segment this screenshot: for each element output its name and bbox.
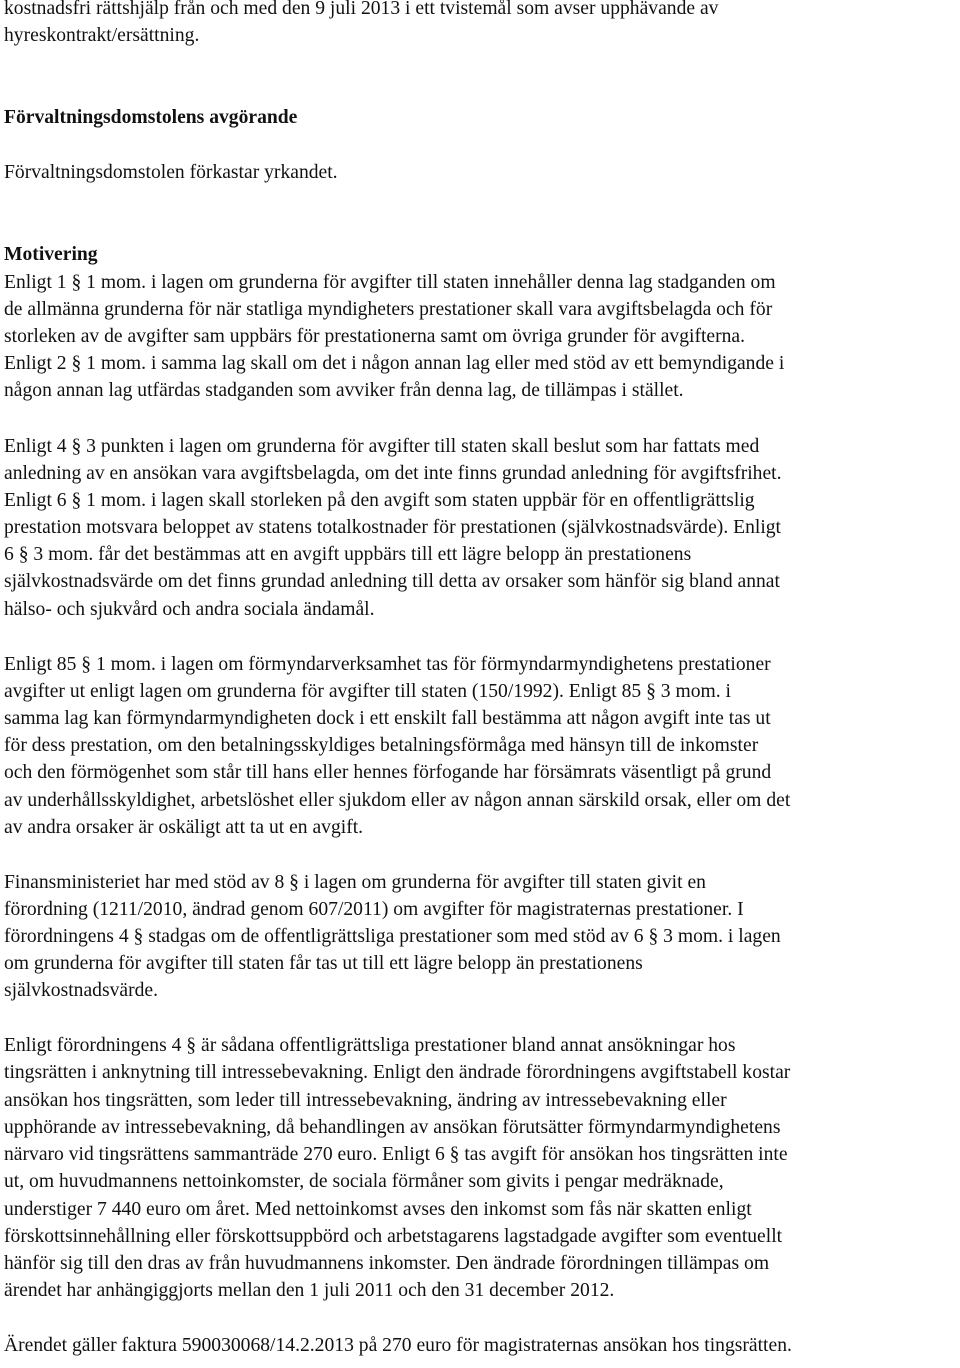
text-line: anledning av en ansökan vara avgiftsbelagda, om det inte finns grundad anledning för avgiftsfrihet. (4, 463, 782, 484)
text-line: samma lag kan förmyndarmyndigheten dock i ett enskilt fall bestämma att någon avgift inte tas ut (4, 708, 771, 729)
text-line: självkostnadsvärde. (4, 980, 158, 1001)
text-line: någon annan lag utfärdas stadganden som avviker från denna lag, de tillämpas i stället. (4, 380, 684, 401)
text-line: förordning (1211/2010, ändrad genom 607/2011) om avgifter för magistraternas prestationer. I (4, 899, 744, 920)
text-line: Enligt 1 § 1 mom. i lagen om grunderna för avgifter till staten innehåller denna lag stadganden om (4, 272, 776, 293)
text-line: Enligt 2 § 1 mom. i samma lag skall om det i någon annan lag eller med stöd av ett bemyndigande i (4, 353, 785, 374)
text-line: av underhållsskyldighet, arbetslöshet eller sjukdom eller av någon annan särskild orsak, eller om det (4, 790, 791, 811)
text-line: storleken av de avgifter sam uppbärs för prestationerna samt om övriga grunder för avgifterna. (4, 326, 746, 347)
text-line: och den förmögenhet som står till hans eller hennes förfogande har försämrats väsentligt på grund (4, 762, 772, 783)
text-line: närvaro vid tingsrättens sammanträde 270 euro. Enligt 6 § tas avgift för ansökan hos tingsrätten inte (4, 1144, 788, 1165)
text-line: ärendet har anhängiggjorts mellan den 1 juli 2011 och den 31 december 2012. (4, 1280, 615, 1301)
text-line: Förvaltningsdomstolen förkastar yrkandet. (4, 162, 338, 183)
text-line: ut, om huvudmannens nettoinkomster, de sociala förmåner som givits i pengar medräknade, (4, 1171, 724, 1192)
text-line: hälso- och sjukvård och andra sociala ändamål. (4, 599, 375, 620)
text-line: Enligt 6 § 1 mom. i lagen skall storleken på den avgift som staten uppbär för en offentligrättslig (4, 490, 755, 511)
text-line: hyreskontrakt/ersättning. (4, 25, 200, 46)
text-line: av andra orsaker är oskäligt att ta ut en avgift. (4, 817, 364, 838)
text-line: förskottsinnehållning eller förskottsuppbörd och arbetstagarens lagstadgade avgifter som eventuellt (4, 1226, 783, 1247)
text-line: understiger 7 440 euro om året. Med nettoinkomst avses den inkomst som fås när skatten enligt (4, 1199, 752, 1220)
text-line: tingsrätten i anknytning till intressebevakning. Enligt den ändrade förordningens avgiftstabell kostar (4, 1062, 791, 1083)
text-line: självkostnadsvärde om det finns grundad anledning till detta av orsaker som hänför sig bland annat (4, 571, 780, 592)
text-line: Enligt 85 § 1 mom. i lagen om förmyndarverksamhet tas för förmyndarmyndighetens prestationer (4, 654, 771, 675)
text-line: de allmänna grunderna för när statliga myndigheters prestationer skall vara avgiftsbelagda och för (4, 299, 773, 320)
text-line: förordningens 4 § stadgas om de offentligrättsliga prestationer som med stöd av 6 § 3 mom. i lagen (4, 926, 781, 947)
section-heading-motivation: Motivering (4, 244, 98, 265)
text-line: Enligt 4 § 3 punkten i lagen om grunderna för avgifter till staten skall beslut som har fattats med (4, 436, 760, 457)
text-line: upphörande av intressebevakning, då behandlingen av ansökan förutsätter förmyndarmyndighetens (4, 1117, 781, 1138)
text-line: Enligt förordningens 4 § är sådana offentligrättsliga prestationer bland annat ansökningar hos (4, 1035, 736, 1056)
text-line: avgifter ut enligt lagen om grunderna för avgifter till staten (150/1992). Enligt 85 § 3 mom. i (4, 681, 731, 702)
text-line: Finansministeriet har med stöd av 8 § i lagen om grunderna för avgifter till staten givit en (4, 872, 706, 893)
text-line: 6 § 3 mom. får det bestämmas att en avgift uppbärs till ett lägre belopp än prestationens (4, 544, 692, 565)
text-line: om grunderna för avgifter till staten får tas ut till ett lägre belopp än prestationens (4, 953, 643, 974)
text-line: Ärendet gäller faktura 590030068/14.2.2013 på 270 euro för magistraternas ansökan hos tingsrätten. (4, 1335, 792, 1356)
text-line: för dess prestation, om den betalningsskyldiges betalningsförmåga med hänsyn till de inkomster (4, 735, 759, 756)
text-line: hänför sig till den dras av från huvudmannens inkomster. Den ändrade förordningen tillämpas om (4, 1253, 770, 1274)
text-line: prestation motsvara beloppet av statens totalkostnader för prestationen (självkostnadsvärde). Enligt (4, 517, 782, 538)
section-heading-decision: Förvaltningsdomstolens avgörande (4, 107, 298, 128)
text-line: ansökan hos tingsrätten, som leder till intressebevakning, ändring av intressebevakning eller (4, 1090, 727, 1111)
text-line: kostnadsfri rättshjälp från och med den 9 juli 2013 i ett tvistemål som avser upphävande av (4, 0, 719, 19)
